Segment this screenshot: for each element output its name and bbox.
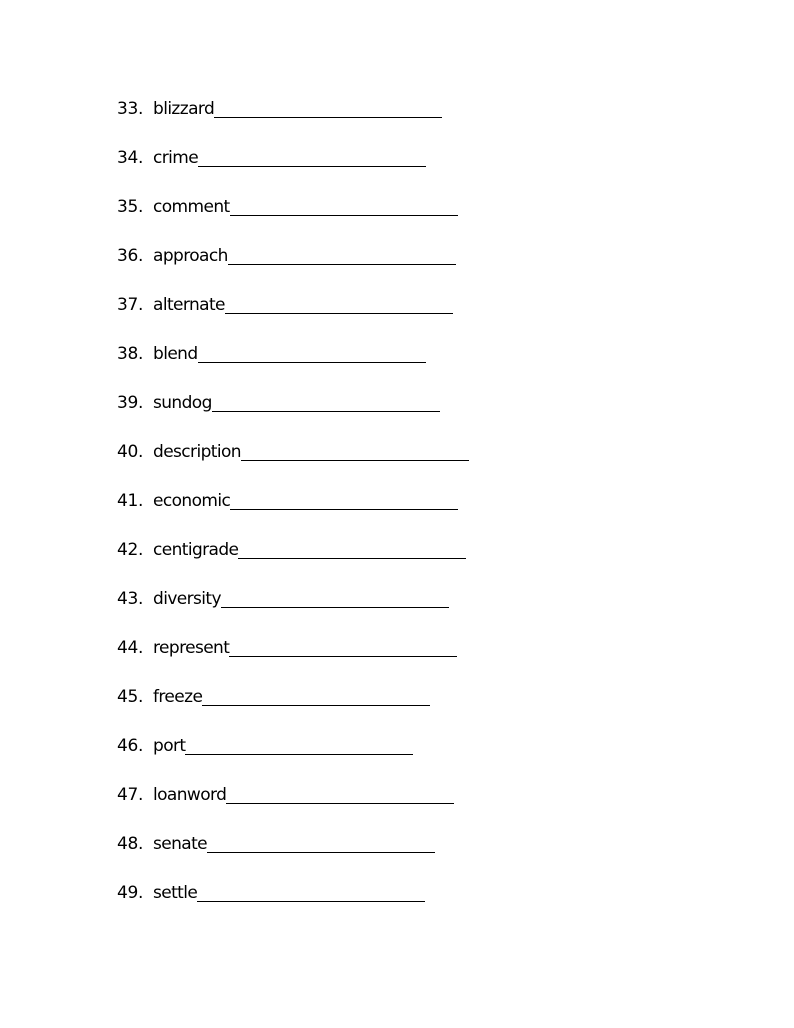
answer-blank[interactable]	[185, 733, 413, 755]
vocabulary-word: diversity	[153, 589, 221, 609]
list-item	[117, 194, 469, 243]
list-item	[117, 243, 469, 292]
vocabulary-word: crime	[153, 148, 199, 168]
item-number: 49.	[117, 883, 144, 903]
answer-blank[interactable]	[212, 390, 440, 412]
vocabulary-word: blizzard	[153, 99, 215, 119]
list-item	[117, 488, 469, 537]
vocabulary-word: loanword	[153, 785, 227, 805]
item-number: 37.	[117, 295, 144, 315]
item-number: 39.	[117, 393, 144, 413]
answer-blank[interactable]	[230, 488, 458, 510]
vocabulary-word: settle	[153, 883, 198, 903]
item-number: 34.	[117, 148, 144, 168]
answer-blank[interactable]	[229, 635, 457, 657]
list-item	[117, 635, 469, 684]
list-item	[117, 586, 469, 635]
item-number: 47.	[117, 785, 144, 805]
vocabulary-word: economic	[153, 491, 231, 511]
item-number: 35.	[117, 197, 144, 217]
list-item	[117, 96, 469, 145]
item-number: 48.	[117, 834, 144, 854]
list-item	[117, 684, 469, 733]
list-item	[117, 782, 469, 831]
item-number: 41.	[117, 491, 144, 511]
list-item	[117, 537, 469, 586]
vocabulary-word: freeze	[153, 687, 203, 707]
answer-blank[interactable]	[238, 537, 466, 559]
item-number: 33.	[117, 99, 144, 119]
answer-blank[interactable]	[230, 194, 458, 216]
answer-blank[interactable]	[197, 880, 425, 902]
item-number: 36.	[117, 246, 144, 266]
vocabulary-word: sundog	[153, 393, 212, 413]
list-item	[117, 439, 469, 488]
answer-blank[interactable]	[207, 831, 435, 853]
vocabulary-word: represent	[153, 638, 230, 658]
vocabulary-word: approach	[153, 246, 228, 266]
list-item	[117, 733, 469, 782]
vocabulary-word: blend	[153, 344, 198, 364]
vocabulary-word: comment	[153, 197, 230, 217]
answer-blank[interactable]	[225, 292, 453, 314]
vocabulary-list	[117, 96, 469, 929]
list-item	[117, 831, 469, 880]
answer-blank[interactable]	[241, 439, 469, 461]
item-number: 45.	[117, 687, 144, 707]
answer-blank[interactable]	[198, 341, 426, 363]
answer-blank[interactable]	[198, 145, 426, 167]
item-number: 38.	[117, 344, 144, 364]
answer-blank[interactable]	[228, 243, 456, 265]
list-item	[117, 390, 469, 439]
list-item	[117, 341, 469, 390]
item-number: 43.	[117, 589, 144, 609]
vocabulary-word: centigrade	[153, 540, 239, 560]
item-number: 40.	[117, 442, 144, 462]
answer-blank[interactable]	[226, 782, 454, 804]
vocabulary-word: alternate	[153, 295, 225, 315]
vocabulary-word: senate	[153, 834, 208, 854]
answer-blank[interactable]	[214, 96, 442, 118]
vocabulary-word: port	[153, 736, 186, 756]
list-item	[117, 292, 469, 341]
list-item	[117, 880, 469, 929]
item-number: 46.	[117, 736, 144, 756]
item-number: 42.	[117, 540, 144, 560]
item-number: 44.	[117, 638, 144, 658]
list-item	[117, 145, 469, 194]
answer-blank[interactable]	[221, 586, 449, 608]
answer-blank[interactable]	[202, 684, 430, 706]
vocabulary-word: description	[153, 442, 241, 462]
